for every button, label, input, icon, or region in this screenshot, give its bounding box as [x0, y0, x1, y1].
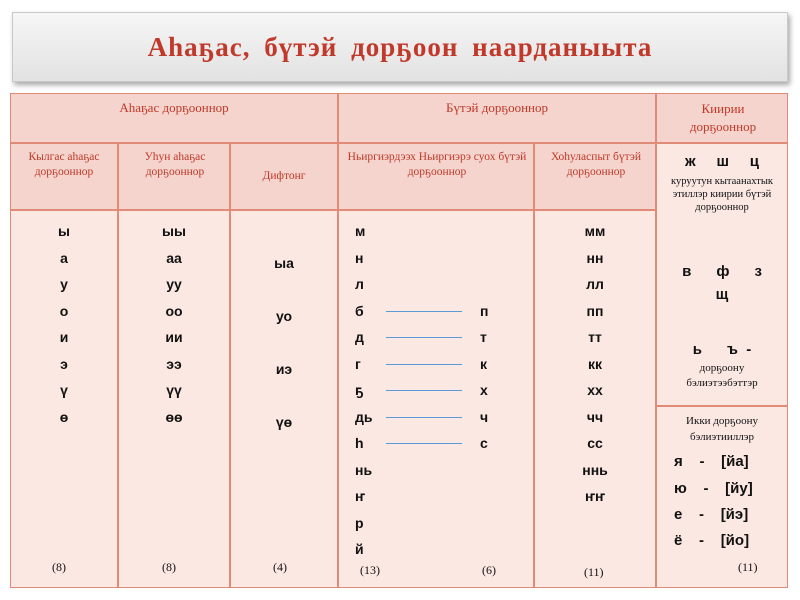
list-item: ии [165, 329, 183, 345]
list-item: тт [588, 329, 602, 345]
iotated-dash: - [699, 532, 705, 549]
iotated-pair [674, 532, 749, 549]
iotated-letter: ю [674, 480, 687, 497]
list-item: а [60, 249, 68, 266]
long-vowels-list [118, 218, 230, 430]
loan-sign-note: дорҕоону бэлиэтээбэттэр [686, 362, 758, 389]
list-item: ө [59, 408, 69, 425]
list-item: м [355, 223, 366, 239]
sound-classification-table [10, 93, 788, 588]
list-item: лл [586, 276, 604, 292]
count-long: (8) [162, 560, 176, 574]
header-loan: Киирии дорҕооннор [656, 93, 788, 143]
list-item: ҥ [355, 488, 365, 504]
list-item: уо [276, 308, 292, 324]
subheader-long: Уһун аһаҕас дорҕооннор [118, 143, 230, 210]
list-item: ыа [274, 255, 294, 271]
list-item: оо [165, 302, 183, 319]
pair-connector-line [386, 443, 462, 444]
iotated-dash: - [703, 480, 709, 497]
doubled-list [534, 218, 656, 510]
pair-connector-line [386, 390, 462, 391]
diphthong-list [230, 237, 338, 449]
list-item: б [355, 302, 364, 319]
list-item: мм [584, 223, 606, 239]
list-item: ү [60, 382, 68, 398]
list-item: г [355, 355, 361, 372]
list-item: хх [587, 382, 603, 398]
count-voiced: (13) [360, 563, 380, 577]
list-item: нн [586, 249, 604, 266]
count-voiceless: (6) [482, 563, 496, 577]
list-item: уу [166, 276, 182, 292]
list-item: үү [166, 382, 182, 398]
iotated-sound: [йэ] [720, 506, 749, 523]
iotated-pair [674, 453, 749, 470]
list-item: ы [58, 223, 70, 239]
loan-letters-row1: в ф з [682, 263, 762, 280]
list-item: к [480, 355, 488, 372]
list-item: о [59, 302, 69, 319]
list-item: сс [587, 435, 603, 451]
loan-note-hard: куруутун кытаанахтык этиллэр киирии бүтэй дорҕооннор [671, 176, 773, 213]
count-loan: (11) [738, 560, 758, 574]
subheader-doubled: Хоһуласпыт бүтэй дорҕооннор [534, 143, 656, 210]
list-item: у [60, 276, 68, 292]
list-item: т [480, 329, 487, 345]
count-short: (8) [52, 560, 66, 574]
header-consonants: Бүтэй дорҕооннор [338, 93, 656, 143]
loan-sign-letters: ь ъ - [692, 341, 752, 358]
page-title: Аһаҕас, бүтэй дорҕоон наарданыыта [147, 31, 653, 62]
list-item: иэ [275, 361, 293, 377]
count-doubled: (11) [584, 565, 604, 579]
list-item: пп [586, 302, 604, 319]
iotated-letter: ё [674, 532, 683, 549]
header-vowels: Аһаҕас дорҕооннор [10, 93, 338, 143]
iotated-dash: - [699, 506, 705, 523]
list-item: и [59, 329, 69, 345]
short-vowels-list [10, 218, 118, 430]
list-item: э [60, 355, 68, 372]
list-item: ч [480, 408, 489, 425]
loan-double-note: Икки дорҕоону бэлиэтииллэр [686, 415, 758, 443]
list-item: н [355, 249, 364, 266]
voiced-list [355, 218, 385, 563]
iotated-sound: [йу] [725, 480, 753, 497]
list-item: ҥҥ [585, 488, 605, 504]
list-item: аа [166, 249, 182, 266]
list-item: п [480, 302, 489, 319]
voiceless-list [480, 298, 510, 457]
list-item: дь [355, 408, 373, 425]
list-item: ыы [162, 223, 186, 239]
loan-letters-row2: щ [715, 286, 729, 303]
list-item: нь [355, 461, 373, 478]
list-item: кк [587, 355, 602, 372]
list-item: ҕ [355, 382, 364, 398]
iotated-sound: [йо] [720, 532, 750, 549]
list-item: ээ [166, 355, 182, 372]
iotated-dash: - [699, 453, 705, 470]
iotated-letter: я [674, 453, 683, 470]
pair-connector-line [386, 417, 462, 418]
subheader-diphthong: Дифтонг [230, 143, 338, 210]
list-item: ннь [582, 461, 608, 478]
list-item: с [480, 435, 488, 451]
list-item: чч [586, 408, 604, 425]
pair-connector-line [386, 337, 462, 338]
pair-connector-line [386, 311, 462, 312]
iotated-letter: е [674, 506, 683, 523]
iotated-sound: [йа] [721, 453, 749, 470]
subheader-voiced-voiceless: Ньиргиэрдээх Ньиргиэрэ суох бүтэй дорҕооннор [338, 143, 534, 210]
subheader-short: Кылгас аһаҕас дорҕооннор [10, 143, 118, 210]
title-banner [12, 12, 788, 82]
list-item: өө [165, 408, 183, 425]
list-item: һ [355, 435, 364, 451]
pair-connector-line [386, 364, 462, 365]
list-item: д [355, 329, 364, 345]
count-diphthong: (4) [273, 560, 287, 574]
list-item: р [355, 514, 364, 531]
loan-letters-hard: ж ш ц [684, 153, 760, 170]
list-item: х [480, 382, 488, 398]
iotated-pair [674, 480, 753, 497]
list-item: л [355, 276, 364, 292]
list-item: й [355, 541, 364, 557]
iotated-pair [674, 506, 748, 523]
list-item: үө [275, 414, 293, 430]
